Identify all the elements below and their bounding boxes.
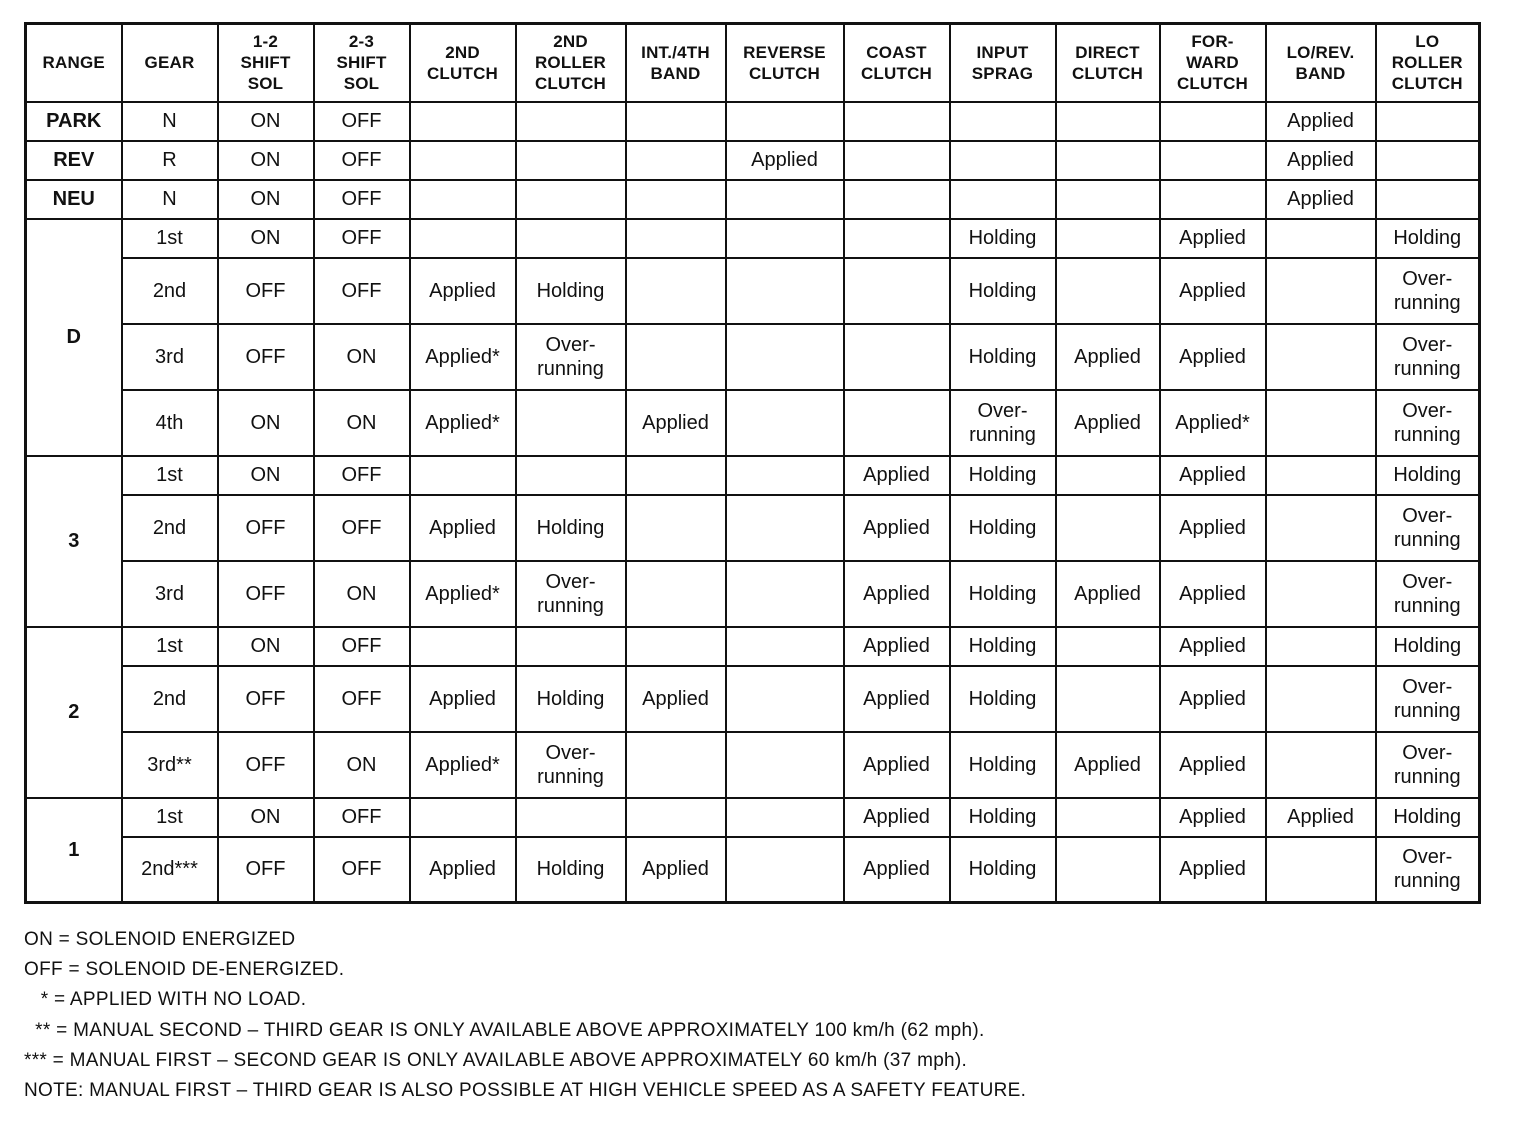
table-cell: Applied* [410, 324, 516, 390]
table-cell [1056, 258, 1160, 324]
table-cell [844, 180, 950, 219]
table-cell: ON [314, 324, 410, 390]
table-cell [1056, 141, 1160, 180]
table-row [26, 258, 1480, 324]
table-cell: ON [218, 180, 314, 219]
table-cell: Holding [950, 561, 1056, 627]
table-cell [844, 258, 950, 324]
table-cell [1266, 561, 1376, 627]
note-line: * = APPLIED WITH NO LOAD. [24, 989, 307, 1011]
table-cell: Applied [626, 666, 726, 732]
table-cell: Applied [1160, 495, 1266, 561]
header-1-2-shift-sol: 1-2 SHIFT SOL [218, 24, 314, 102]
table-cell [1056, 495, 1160, 561]
gear-cell: 1st [122, 456, 218, 495]
table-cell: Applied [1160, 732, 1266, 798]
table-cell: Holding [950, 732, 1056, 798]
table-cell: Holding [1376, 456, 1480, 495]
gear-cell: 3rd** [122, 732, 218, 798]
table-row [26, 102, 1480, 141]
gear-cell: 1st [122, 219, 218, 258]
table-cell [1266, 837, 1376, 903]
table-cell: Holding [1376, 219, 1480, 258]
table-cell [626, 561, 726, 627]
header-int-4th-band: INT./4TH BAND [626, 24, 726, 102]
table-row [26, 324, 1480, 390]
table-cell: Applied [844, 561, 950, 627]
table-cell: Applied [844, 837, 950, 903]
table-cell [950, 180, 1056, 219]
table-cell: Applied* [1160, 390, 1266, 456]
table-cell: ON [218, 219, 314, 258]
table-cell [410, 141, 516, 180]
table-cell: Applied [410, 837, 516, 903]
header-2nd-clutch: 2ND CLUTCH [410, 24, 516, 102]
table-cell: Over- running [516, 324, 626, 390]
table-cell: Holding [516, 666, 626, 732]
note-line: ** = MANUAL SECOND – THIRD GEAR IS ONLY AVAILABLE ABOVE APPROXIMATELY 100 km/h (62 mph). [24, 1019, 985, 1041]
table-cell: Holding [950, 627, 1056, 666]
table-cell [1376, 102, 1480, 141]
table-cell: Holding [950, 324, 1056, 390]
table-cell: OFF [314, 180, 410, 219]
table-cell [1056, 180, 1160, 219]
table-cell [1056, 456, 1160, 495]
table-cell [516, 102, 626, 141]
table-cell: Over- running [1376, 495, 1480, 561]
table-cell: Applied [844, 732, 950, 798]
table-cell [1056, 627, 1160, 666]
table-cell: Applied [1160, 666, 1266, 732]
table-cell [516, 390, 626, 456]
table-cell [626, 258, 726, 324]
table-cell: Applied* [410, 732, 516, 798]
table-cell: Holding [950, 258, 1056, 324]
table-cell [410, 798, 516, 837]
range-cell: NEU [26, 180, 122, 219]
table-cell: ON [218, 456, 314, 495]
table-cell [726, 837, 844, 903]
table-cell [410, 219, 516, 258]
table-cell: Holding [516, 837, 626, 903]
table-cell: Over- running [950, 390, 1056, 456]
table-cell [1266, 732, 1376, 798]
table-cell: Applied [410, 258, 516, 324]
table-cell [844, 219, 950, 258]
table-cell: Applied [726, 141, 844, 180]
table-cell: Applied [1266, 102, 1376, 141]
table-cell [1266, 627, 1376, 666]
gear-cell: 2nd*** [122, 837, 218, 903]
table-cell: Applied [626, 390, 726, 456]
table-cell: Holding [950, 495, 1056, 561]
table-cell: ON [218, 627, 314, 666]
gear-cell: N [122, 180, 218, 219]
table-cell: OFF [218, 324, 314, 390]
table-row [26, 837, 1480, 903]
table-cell: Applied [1056, 390, 1160, 456]
range-cell: D [26, 219, 122, 456]
table-cell [726, 324, 844, 390]
table-cell: Holding [950, 798, 1056, 837]
table-row [26, 561, 1480, 627]
table-cell: Over- running [1376, 561, 1480, 627]
table-cell: OFF [314, 495, 410, 561]
table-cell: Over- running [1376, 258, 1480, 324]
table-cell: Applied [1160, 258, 1266, 324]
table-cell [1266, 456, 1376, 495]
gear-cell: 1st [122, 627, 218, 666]
gear-cell: N [122, 102, 218, 141]
table-cell [726, 258, 844, 324]
table-cell [516, 180, 626, 219]
table-cell [1266, 495, 1376, 561]
table-cell [410, 180, 516, 219]
table-cell: Holding [950, 219, 1056, 258]
header-range: RANGE [26, 24, 122, 102]
table-cell [726, 561, 844, 627]
table-cell [1056, 798, 1160, 837]
table-row [26, 141, 1480, 180]
table-cell: Over- running [1376, 324, 1480, 390]
table-cell: OFF [314, 219, 410, 258]
header-lo-roller-clutch: LO ROLLER CLUTCH [1376, 24, 1480, 102]
table-cell [1266, 666, 1376, 732]
table-cell: OFF [314, 456, 410, 495]
table-cell [1160, 180, 1266, 219]
table-cell: OFF [314, 837, 410, 903]
table-row [26, 495, 1480, 561]
table-cell [1266, 219, 1376, 258]
table-row [26, 798, 1480, 837]
table-cell [516, 141, 626, 180]
table-cell: Over- running [1376, 666, 1480, 732]
table-cell [1056, 219, 1160, 258]
table-cell: Holding [1376, 798, 1480, 837]
table-cell [1376, 180, 1480, 219]
table-cell: Applied* [410, 561, 516, 627]
table-cell [950, 102, 1056, 141]
table-cell: OFF [314, 258, 410, 324]
table-cell: OFF [218, 837, 314, 903]
table-cell [1056, 102, 1160, 141]
range-cell: REV [26, 141, 122, 180]
table-cell: Applied [1160, 627, 1266, 666]
gear-cell: 2nd [122, 495, 218, 561]
table-cell: Applied [1160, 456, 1266, 495]
gear-cell: 2nd [122, 258, 218, 324]
table-cell: ON [314, 732, 410, 798]
header-input-sprag: INPUT SPRAG [950, 24, 1056, 102]
table-cell [516, 627, 626, 666]
table-cell [1160, 102, 1266, 141]
table-cell [1056, 837, 1160, 903]
note-line: NOTE: MANUAL FIRST – THIRD GEAR IS ALSO POSSIBLE AT HIGH VEHICLE SPEED AS A SAFETY FEATURE. [24, 1080, 1027, 1102]
table-cell [1266, 258, 1376, 324]
table-cell [844, 390, 950, 456]
table-cell: Holding [516, 258, 626, 324]
table-cell [626, 219, 726, 258]
header-coast-clutch: COAST CLUTCH [844, 24, 950, 102]
table-cell [626, 456, 726, 495]
table-cell [844, 102, 950, 141]
table-cell [726, 219, 844, 258]
table-row [26, 732, 1480, 798]
table-cell: Applied [626, 837, 726, 903]
gear-cell: R [122, 141, 218, 180]
table-cell [516, 798, 626, 837]
table-cell [626, 141, 726, 180]
table-row [26, 180, 1480, 219]
table-cell: OFF [218, 732, 314, 798]
table-cell: Applied [1160, 324, 1266, 390]
table-cell: ON [314, 561, 410, 627]
table-cell [626, 495, 726, 561]
table-cell: Applied [1160, 219, 1266, 258]
gear-cell: 3rd [122, 561, 218, 627]
header-2nd-roller-clutch: 2ND ROLLER CLUTCH [516, 24, 626, 102]
table-cell [626, 627, 726, 666]
table-cell: Holding [516, 495, 626, 561]
table-cell: ON [218, 798, 314, 837]
table-cell [726, 627, 844, 666]
table-cell: Applied [410, 495, 516, 561]
table-cell [410, 102, 516, 141]
table-cell [626, 324, 726, 390]
table-cell [726, 180, 844, 219]
table-cell: Applied [1160, 561, 1266, 627]
table-cell [726, 390, 844, 456]
table-cell [1266, 390, 1376, 456]
table-cell [516, 456, 626, 495]
table-cell: Applied [1266, 798, 1376, 837]
gear-cell: 2nd [122, 666, 218, 732]
table-cell: Over- running [1376, 732, 1480, 798]
gear-cell: 4th [122, 390, 218, 456]
gear-cell: 3rd [122, 324, 218, 390]
table-cell [1266, 324, 1376, 390]
header-row [26, 24, 1480, 102]
table-cell: Applied [1160, 837, 1266, 903]
table-cell [410, 456, 516, 495]
gear-cell: 1st [122, 798, 218, 837]
table-cell [626, 732, 726, 798]
table-cell [1160, 141, 1266, 180]
table-row [26, 219, 1480, 258]
table-cell: OFF [218, 666, 314, 732]
note-line: ON = SOLENOID ENERGIZED [24, 929, 296, 950]
table-cell [516, 219, 626, 258]
table-cell [726, 495, 844, 561]
header-direct-clutch: DIRECT CLUTCH [1056, 24, 1160, 102]
table-cell: Applied [410, 666, 516, 732]
table-cell: Applied [1266, 141, 1376, 180]
table-cell: OFF [218, 561, 314, 627]
table-cell [726, 798, 844, 837]
table-cell [626, 102, 726, 141]
legend-notes [24, 925, 1026, 1106]
table-cell: Over- running [516, 561, 626, 627]
table-cell [726, 456, 844, 495]
table-cell: OFF [314, 666, 410, 732]
table-cell: Holding [950, 837, 1056, 903]
table-cell [844, 141, 950, 180]
table-cell: Applied [1056, 732, 1160, 798]
table-cell: Applied [844, 798, 950, 837]
table-cell: Applied* [410, 390, 516, 456]
table-cell: OFF [314, 798, 410, 837]
header-gear: GEAR [122, 24, 218, 102]
table-cell: OFF [314, 627, 410, 666]
shift-solenoid-application-chart [24, 22, 1481, 904]
table-cell: Applied [844, 495, 950, 561]
table-cell: Applied [1160, 798, 1266, 837]
table-row [26, 456, 1480, 495]
table-cell [726, 102, 844, 141]
range-cell: 3 [26, 456, 122, 627]
table-row [26, 627, 1480, 666]
table-cell: Applied [844, 666, 950, 732]
range-cell: 2 [26, 627, 122, 798]
table-row [26, 390, 1480, 456]
table-cell: Holding [950, 456, 1056, 495]
note-line: OFF = SOLENOID DE-ENERGIZED. [24, 959, 345, 981]
table-cell: Applied [844, 627, 950, 666]
table-cell: Applied [1266, 180, 1376, 219]
chart-body [26, 102, 1480, 903]
table-row [26, 666, 1480, 732]
header-lo-rev-band: LO/REV. BAND [1266, 24, 1376, 102]
table-cell [950, 141, 1056, 180]
table-cell [626, 180, 726, 219]
table-cell: ON [314, 390, 410, 456]
table-cell: Applied [1056, 561, 1160, 627]
table-cell: Applied [1056, 324, 1160, 390]
table-cell [626, 798, 726, 837]
table-cell [844, 324, 950, 390]
table-cell: Over- running [1376, 837, 1480, 903]
table-cell: OFF [218, 495, 314, 561]
table-cell: OFF [314, 141, 410, 180]
note-line: *** = MANUAL FIRST – SECOND GEAR IS ONLY AVAILABLE ABOVE APPROXIMATELY 60 km/h (37 mph). [24, 1049, 968, 1071]
table-cell: ON [218, 390, 314, 456]
table-cell: ON [218, 102, 314, 141]
table-cell [1376, 141, 1480, 180]
header-2-3-shift-sol: 2-3 SHIFT SOL [314, 24, 410, 102]
table-cell: Over- running [1376, 390, 1480, 456]
table-cell: Applied [844, 456, 950, 495]
range-cell: 1 [26, 798, 122, 903]
table-cell: Holding [1376, 627, 1480, 666]
table-cell [726, 666, 844, 732]
table-cell [726, 732, 844, 798]
table-cell [1056, 666, 1160, 732]
table-cell: OFF [218, 258, 314, 324]
table-cell: Over- running [516, 732, 626, 798]
header-reverse-clutch: REVERSE CLUTCH [726, 24, 844, 102]
header-for-ward-clutch: FOR- WARD CLUTCH [1160, 24, 1266, 102]
range-cell: PARK [26, 102, 122, 141]
table-cell: Holding [950, 666, 1056, 732]
table-cell: ON [218, 141, 314, 180]
table-cell [410, 627, 516, 666]
table-cell: OFF [314, 102, 410, 141]
